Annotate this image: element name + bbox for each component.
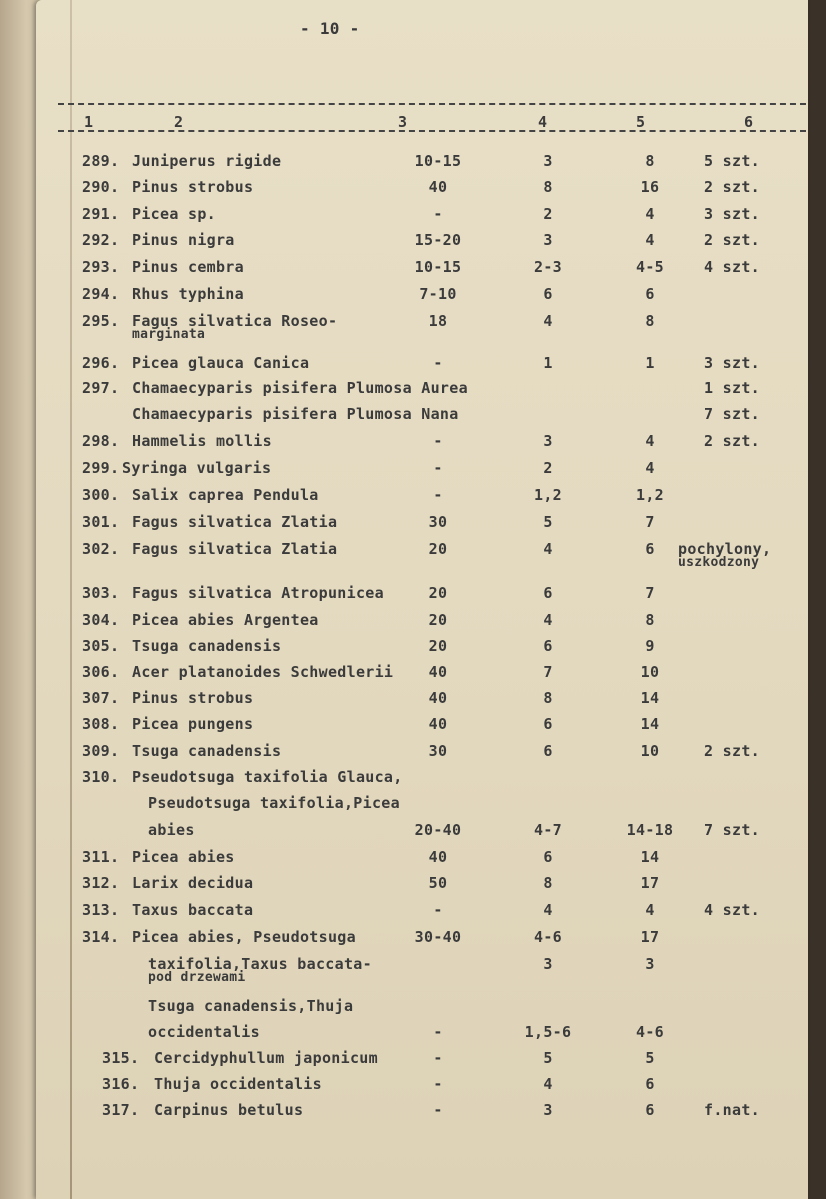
- species-name-continued: pod drzewami: [148, 970, 246, 985]
- column-3-value: 20: [428, 611, 448, 629]
- column-5-value: 17: [640, 928, 660, 946]
- column-3-value: 30: [428, 742, 448, 760]
- row-number: 289.: [82, 152, 120, 170]
- column-4-value: 2-3: [534, 258, 562, 276]
- species-name: Fagus silvatica Zlatia: [132, 513, 338, 531]
- column-5-value: 10: [640, 663, 660, 681]
- column-3-value: -: [433, 1075, 443, 1093]
- species-name: Pseudotsuga taxifolia Glauca,: [132, 768, 403, 786]
- column-4-value: 5: [543, 1049, 553, 1067]
- column-5-value: 4-6: [636, 1023, 664, 1041]
- species-name: Acer platanoides Schwedlerii: [132, 663, 394, 681]
- column-header-3: 3: [398, 113, 408, 131]
- column-5-value: 6: [645, 1101, 655, 1119]
- row-number: 292.: [82, 231, 120, 249]
- column-3-value: 40: [428, 178, 448, 196]
- row-number: 296.: [82, 354, 120, 372]
- column-4-value: 3: [543, 231, 553, 249]
- column-4-value: 1: [543, 354, 553, 372]
- remarks-value: 7 szt.: [704, 405, 760, 423]
- column-4-value: 6: [543, 715, 553, 733]
- column-3-value: 18: [428, 312, 448, 330]
- column-5-value: 8: [645, 152, 655, 170]
- column-header-5: 5: [636, 113, 646, 131]
- column-5-value: 16: [640, 178, 660, 196]
- column-4-value: 8: [543, 874, 553, 892]
- row-number: 315.: [102, 1049, 140, 1067]
- column-4-value: 8: [543, 689, 553, 707]
- remarks-value: 2 szt.: [704, 231, 760, 249]
- header-bottom-rule: [58, 130, 806, 132]
- species-name: Pinus cembra: [132, 258, 244, 276]
- row-number: 306.: [82, 663, 120, 681]
- remarks-value: 1 szt.: [704, 379, 760, 397]
- column-4-value: 3: [543, 432, 553, 450]
- page-number: - 10 -: [300, 19, 360, 38]
- column-4-value: 3: [543, 152, 553, 170]
- column-3-value: 10-15: [414, 152, 462, 170]
- remarks-value: 3 szt.: [704, 354, 760, 372]
- species-name: taxifolia,Taxus baccata-: [148, 955, 372, 973]
- row-number: 317.: [102, 1101, 140, 1119]
- column-3-value: 20-40: [414, 821, 462, 839]
- column-3-value: 40: [428, 715, 448, 733]
- column-4-value: 2: [543, 205, 553, 223]
- column-3-value: 40: [428, 663, 448, 681]
- species-name: Carpinus betulus: [154, 1101, 304, 1119]
- row-number: 291.: [82, 205, 120, 223]
- species-name: Pinus nigra: [132, 231, 235, 249]
- row-number: 313.: [82, 901, 120, 919]
- column-3-value: 20: [428, 540, 448, 558]
- column-3-value: -: [433, 205, 443, 223]
- column-4-value: 6: [543, 742, 553, 760]
- column-3-value: 50: [428, 874, 448, 892]
- row-number: 312.: [82, 874, 120, 892]
- column-3-value: 20: [428, 637, 448, 655]
- column-4-value: 4: [543, 901, 553, 919]
- column-5-value: 14: [640, 848, 660, 866]
- remarks-value: 7 szt.: [704, 821, 760, 839]
- column-4-value: 3: [543, 955, 553, 973]
- column-5-value: 5: [645, 1049, 655, 1067]
- column-5-value: 4: [645, 459, 655, 477]
- species-name: Picea pungens: [132, 715, 254, 733]
- column-5-value: 4: [645, 432, 655, 450]
- column-3-value: 10-15: [414, 258, 462, 276]
- row-number: 300.: [82, 486, 120, 504]
- column-header-6: 6: [744, 113, 754, 131]
- column-5-value: 6: [645, 1075, 655, 1093]
- species-name: Picea abies, Pseudotsuga: [132, 928, 356, 946]
- column-5-value: 14: [640, 689, 660, 707]
- row-number: 316.: [102, 1075, 140, 1093]
- column-5-value: 1,2: [636, 486, 664, 504]
- column-5-value: 7: [645, 584, 655, 602]
- species-name: Picea abies: [132, 848, 235, 866]
- row-number: 295.: [82, 312, 120, 330]
- row-number: 293.: [82, 258, 120, 276]
- species-name: Salix caprea Pendula: [132, 486, 319, 504]
- species-name: Tsuga canadensis: [132, 742, 282, 760]
- column-5-value: 14-18: [626, 821, 674, 839]
- column-4-value: 4-7: [534, 821, 562, 839]
- column-5-value: 3: [645, 955, 655, 973]
- column-4-value: 6: [543, 285, 553, 303]
- column-5-value: 4-5: [636, 258, 664, 276]
- species-name: Cercidyphullum japonicum: [154, 1049, 378, 1067]
- species-name: Pinus strobus: [132, 689, 254, 707]
- row-number: 311.: [82, 848, 120, 866]
- remarks-value-continued: uszkodzony: [678, 555, 760, 570]
- remarks-value: 4 szt.: [704, 901, 760, 919]
- remarks-value: 2 szt.: [704, 432, 760, 450]
- column-4-value: 3: [543, 1101, 553, 1119]
- species-name: Juniperus rigide: [132, 152, 282, 170]
- row-number: 310.: [82, 768, 120, 786]
- row-number: 307.: [82, 689, 120, 707]
- remarks-value: 3 szt.: [704, 205, 760, 223]
- column-4-value: 4: [543, 611, 553, 629]
- column-4-value: 2: [543, 459, 553, 477]
- column-header-4: 4: [538, 113, 548, 131]
- column-5-value: 8: [645, 312, 655, 330]
- row-number: 298.: [82, 432, 120, 450]
- column-5-value: 9: [645, 637, 655, 655]
- species-name: Picea abies Argentea: [132, 611, 319, 629]
- species-name: Fagus silvatica Zlatia: [132, 540, 338, 558]
- species-name: Rhus typhina: [132, 285, 244, 303]
- column-4-value: 1,5-6: [524, 1023, 572, 1041]
- row-number: 299.: [82, 459, 120, 477]
- column-3-value: 30-40: [414, 928, 462, 946]
- column-5-value: 4: [645, 205, 655, 223]
- column-5-value: 1: [645, 354, 655, 372]
- row-number: 305.: [82, 637, 120, 655]
- remarks-value: 2 szt.: [704, 178, 760, 196]
- column-3-value: 40: [428, 848, 448, 866]
- remarks-value: 5 szt.: [704, 152, 760, 170]
- species-name: Pseudotsuga taxifolia,Picea: [148, 794, 400, 812]
- column-3-value: -: [433, 432, 443, 450]
- row-number: 290.: [82, 178, 120, 196]
- column-4-value: 6: [543, 848, 553, 866]
- column-3-value: -: [433, 486, 443, 504]
- column-3-value: 40: [428, 689, 448, 707]
- column-5-value: 14: [640, 715, 660, 733]
- remarks-value: 4 szt.: [704, 258, 760, 276]
- row-number: 309.: [82, 742, 120, 760]
- row-number: 308.: [82, 715, 120, 733]
- row-number: 303.: [82, 584, 120, 602]
- row-number: 304.: [82, 611, 120, 629]
- species-name: Fagus silvatica Atropunicea: [132, 584, 384, 602]
- species-name: Larix decidua: [132, 874, 254, 892]
- column-4-value: 8: [543, 178, 553, 196]
- column-4-value: 4-6: [534, 928, 562, 946]
- column-4-value: 4: [543, 1075, 553, 1093]
- column-5-value: 6: [645, 285, 655, 303]
- table-top-rule: [58, 103, 806, 105]
- remarks-value: pochylony,: [678, 540, 772, 558]
- column-3-value: -: [433, 1101, 443, 1119]
- column-4-value: 6: [543, 637, 553, 655]
- species-name: abies: [148, 821, 195, 839]
- column-4-value: 6: [543, 584, 553, 602]
- column-header-1: 1: [84, 113, 94, 131]
- column-3-value: 30: [428, 513, 448, 531]
- species-name: Thuja occidentalis: [154, 1075, 322, 1093]
- species-name: Chamaecyparis pisifera Plumosa Aurea: [132, 379, 468, 397]
- species-name: Tsuga canadensis: [132, 637, 282, 655]
- page-fold-line: [70, 0, 72, 1199]
- column-4-value: 5: [543, 513, 553, 531]
- column-5-value: 17: [640, 874, 660, 892]
- column-3-value: -: [433, 1023, 443, 1041]
- column-5-value: 7: [645, 513, 655, 531]
- column-5-value: 6: [645, 540, 655, 558]
- row-number: 301.: [82, 513, 120, 531]
- column-4-value: 4: [543, 312, 553, 330]
- remarks-value: 2 szt.: [704, 742, 760, 760]
- column-3-value: -: [433, 901, 443, 919]
- species-name: Hammelis mollis: [132, 432, 272, 450]
- remarks-value: f.nat.: [704, 1101, 760, 1119]
- species-name: Picea sp.: [132, 205, 216, 223]
- row-number: 302.: [82, 540, 120, 558]
- row-number: 294.: [82, 285, 120, 303]
- column-3-value: -: [433, 1049, 443, 1067]
- species-name: Picea glauca Canica: [132, 354, 310, 372]
- column-4-value: 1,2: [534, 486, 562, 504]
- species-name: Syringa vulgaris: [122, 459, 272, 477]
- column-3-value: 15-20: [414, 231, 462, 249]
- column-3-value: 20: [428, 584, 448, 602]
- species-name: Chamaecyparis pisifera Plumosa Nana: [132, 405, 459, 423]
- column-5-value: 8: [645, 611, 655, 629]
- row-number: 297.: [82, 379, 120, 397]
- column-3-value: -: [433, 354, 443, 372]
- species-name: Fagus silvatica Roseo-: [132, 312, 338, 330]
- species-name: Pinus strobus: [132, 178, 254, 196]
- species-name: occidentalis: [148, 1023, 260, 1041]
- column-5-value: 4: [645, 231, 655, 249]
- column-4-value: 4: [543, 540, 553, 558]
- column-5-value: 4: [645, 901, 655, 919]
- species-name: Taxus baccata: [132, 901, 254, 919]
- column-header-2: 2: [174, 113, 184, 131]
- column-3-value: -: [433, 459, 443, 477]
- column-5-value: 10: [640, 742, 660, 760]
- species-name: Tsuga canadensis,Thuja: [148, 997, 354, 1015]
- column-4-value: 7: [543, 663, 553, 681]
- row-number: 314.: [82, 928, 120, 946]
- column-3-value: 7-10: [419, 285, 457, 303]
- species-name-continued: marginata: [132, 327, 206, 342]
